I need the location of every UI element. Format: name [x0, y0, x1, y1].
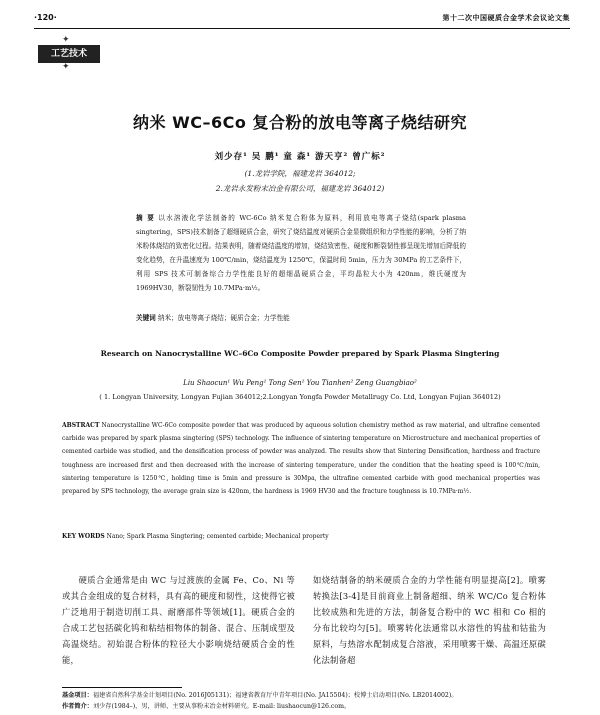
- keywords-en-label: KEY WORDS: [62, 533, 105, 540]
- authors-cn: 刘少存¹ 吴 鹏¹ 童 森¹ 游天亨² 曾广标²: [214, 152, 386, 162]
- footnote-author-label: 作者简介：: [62, 703, 93, 710]
- footnote-funding-label: 基金项目：: [62, 692, 93, 699]
- header-rule: [34, 28, 570, 29]
- section-label: [38, 35, 100, 72]
- keywords-cn-text: 纳米；放电等离子烧结；硬质合金；力学性能: [157, 314, 290, 322]
- footnote-rule: [62, 687, 182, 688]
- star-icon: ✦: [62, 35, 70, 45]
- abstract-en-text: Nanocrystalline WC-6Co composite powder that was produced by aqueous solution chemistry method as raw material, and ultrafine cemented carbide was prepared by spark plasma singtering (SPS) technology. The influence of sintering temperature on Microstructure and mechanical properties of cemented carbide was studied, and the densification process of powder was analyzed. The results show that Sintering Densification, hardness and fracture toughness are increased first and then decreased with the increase of sintering temperature, under the condition that the heating speed is 100℃/min, sintering temperature is 1250℃, holding time is 5min and pressure is 30Mpa, the ultrafine cemented carbide with good mechanical properties was prepared by SPS technology, the average grain size is 420nm, the hardness is 1969 HV30 and the fracture toughness is 10.7MPa·m½.: [62, 422, 540, 496]
- abstract-cn-label: 摘 要: [136, 214, 156, 222]
- section-label-text: 工艺技术: [38, 45, 100, 63]
- body-column-right: 如烧结制备的纳米硬质合金的力学性能有明显提高[2]。喷雾转换法[3-4]是目前商业上制备超细、纳米 WC/Co 复合粉体比较成熟和先进的方法，制备复合粉中的 WC 相和 Co 相的分布比较均匀[5]。喷雾转化法通常以水溶性的钨盐和钴盐为原料，与热溶水配制成复合溶液，采用喷雾干燥、高温还原碳化法制备超: [313, 575, 546, 665]
- body-column-left: 硬质合金通常是由 WC 与过渡族的金属 Fe、Co、Ni 等或其合金组成的复合材料，具有高的硬度和韧性，这使得它被广泛地用于制造切削工具、耐磨部件等领域[1]。硬质合金的合成工艺包括碳化钨和粘结相物体的制备、混合、压制成型及高温烧结。初始混合粉体的粒径大小影响烧结硬质合金的性能，: [62, 575, 295, 665]
- authors-en: Liu Shaocun¹ Wu Peng¹ Tong Sen¹ You Tianhen² Zeng Guangbiao²: [183, 379, 417, 387]
- keywords-cn: [136, 312, 466, 322]
- page-number: ·120·: [34, 13, 57, 22]
- paper-title-cn: 纳米 WC–6Co 复合粉的放电等离子烧结研究: [133, 113, 467, 132]
- running-title: 第十二次中国硬质合金学术会议论文集: [442, 14, 570, 22]
- footnote-funding: [62, 690, 562, 699]
- abstract-cn-text: 以水溶液化学法制备的 WC-6Co 纳米复合粉体为原料，利用放电等离子烧结(spark plasma singtering，SPS)技术制备了超细硬质合金，研究了烧结温度对硬质合金显微组织和力学性能的影响，分析了纳米粉体烧结的致密化过程。结果表明，随着烧结温度的增加，烧结致密性、硬度和断裂韧性都呈现先增加后降低的变化趋势，在升温速度为 100℃/min，烧结温度为 1250℃，保温时间 5min，压力为 30MPa 的工艺条件下，利用 SPS 技术可制备综合力学性能良好的超细晶硬质合金，平均晶粒大小为 420nm，维氏硬度为 1969HV30，断裂韧性为 10.7MPa·m½。: [136, 214, 466, 293]
- paper-title-en: Research on Nanocrystalline WC–6Co Composite Powder prepared by Spark Plasma Singtering: [100, 349, 500, 358]
- footnote-author: [62, 701, 562, 710]
- keywords-cn-label: 关键词: [136, 314, 156, 322]
- footnote-funding-text: 福建省自然科学基金计划项目(No. 2016J05131)；福建省教育厅中青年项目(No. JA15504)；校博士启动项目(No. LB2014002)。: [92, 692, 458, 699]
- footnote-author-text: 刘少存(1984–)，男，讲师，主要从事粉末冶金材料研究。E-mail: liushaocun@126.com。: [92, 703, 351, 710]
- affiliation-cn-2: 2.龙岩永发粉末冶金有限公司，福建龙岩 364012): [215, 184, 385, 193]
- affiliation-en: ( 1. Longyan University, Longyan Fujian 364012;2.Longyan Yongfa Powder Metallrugy Co. Ltd, Longyan Fujian 364012): [99, 393, 501, 401]
- keywords-en: [62, 533, 540, 540]
- abstract-en: [62, 419, 540, 498]
- affiliation-cn-1: (1.龙岩学院，福建龙岩 364012;: [244, 169, 356, 178]
- abstract-cn: [136, 211, 466, 296]
- keywords-en-text: Nano; Spark Plasma Singtering; cemented carbide; Mechanical property: [106, 533, 329, 540]
- abstract-en-label: ABSTRACT: [62, 422, 100, 429]
- star-icon: ✦: [62, 62, 70, 72]
